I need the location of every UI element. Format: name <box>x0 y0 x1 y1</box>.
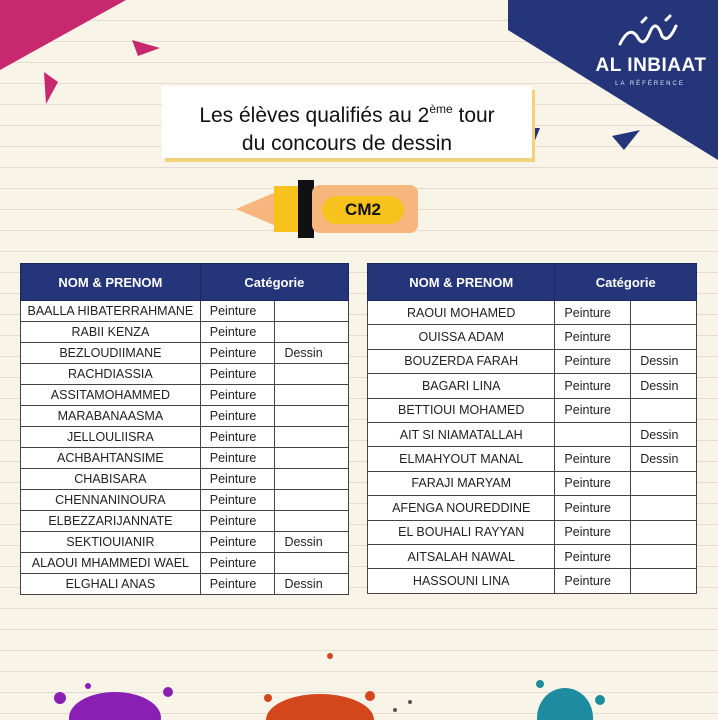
category-peinture-cell: Peinture <box>200 574 275 595</box>
student-name-cell: ALAOUI MHAMMEDI WAEL <box>21 553 201 574</box>
title-superscript: ème <box>429 102 453 116</box>
student-name-cell: BOUZERDA FARAH <box>368 349 555 373</box>
level-label: CM2 <box>345 200 381 219</box>
category-dessin-cell: Dessin <box>631 422 697 446</box>
category-peinture-cell: Peinture <box>200 385 275 406</box>
student-name-cell: CHABISARA <box>21 469 201 490</box>
category-dessin-cell <box>275 406 349 427</box>
category-peinture-cell: Peinture <box>200 427 275 448</box>
category-peinture-cell: Peinture <box>200 511 275 532</box>
category-peinture-cell: Peinture <box>555 349 631 373</box>
table-row <box>21 406 349 427</box>
category-peinture-cell: Peinture <box>200 364 275 385</box>
table-row <box>21 532 349 553</box>
student-name-cell: ELGHALI ANAS <box>21 574 201 595</box>
student-name-cell: RABII KENZA <box>21 322 201 343</box>
table-row <box>21 364 349 385</box>
category-peinture-cell: Peinture <box>200 448 275 469</box>
table-row <box>21 490 349 511</box>
title-line-1 <box>162 95 532 130</box>
category-peinture-cell: Peinture <box>200 322 275 343</box>
category-dessin-cell: Dessin <box>631 374 697 398</box>
arabic-logo-calligraphy-icon <box>616 14 688 50</box>
category-dessin-cell <box>275 385 349 406</box>
column-header-category: Catégorie <box>200 264 348 301</box>
category-dessin-cell <box>631 398 697 422</box>
table-row <box>21 427 349 448</box>
category-dessin-cell: Dessin <box>275 532 349 553</box>
student-name-cell: BEZLOUDIIMANE <box>21 343 201 364</box>
category-peinture-cell: Peinture <box>555 471 631 495</box>
column-header-category: Catégorie <box>555 264 697 301</box>
title-line-1-text: Les élèves qualifiés au 2 <box>199 104 430 127</box>
table-row <box>21 574 349 595</box>
table-row <box>21 469 349 490</box>
table-row <box>21 322 349 343</box>
category-dessin-cell <box>275 301 349 322</box>
student-name-cell: RACHDIASSIA <box>21 364 201 385</box>
table-header-row <box>21 264 349 301</box>
table-row <box>368 544 697 568</box>
category-dessin-cell <box>275 427 349 448</box>
table-row <box>368 349 697 373</box>
students-table-right <box>367 263 697 594</box>
category-peinture-cell: Peinture <box>555 301 631 325</box>
category-peinture-cell: Peinture <box>200 490 275 511</box>
category-dessin-cell <box>631 544 697 568</box>
students-table-left <box>20 263 349 595</box>
table-row <box>368 301 697 325</box>
category-dessin-cell: Dessin <box>275 343 349 364</box>
table-row <box>21 343 349 364</box>
category-dessin-cell <box>275 448 349 469</box>
category-dessin-cell <box>631 569 697 593</box>
student-name-cell: EL BOUHALI RAYYAN <box>368 520 555 544</box>
category-peinture-cell: Peinture <box>555 374 631 398</box>
category-dessin-cell <box>275 469 349 490</box>
student-name-cell: AITSALAH NAWAL <box>368 544 555 568</box>
student-name-cell: SEKTIOUIANIR <box>21 532 201 553</box>
category-dessin-cell <box>631 325 697 349</box>
column-header-name: NOM & PRENOM <box>21 264 201 301</box>
category-dessin-cell: Dessin <box>631 349 697 373</box>
category-dessin-cell: Dessin <box>631 447 697 471</box>
category-peinture-cell: Peinture <box>555 398 631 422</box>
category-peinture-cell: Peinture <box>200 469 275 490</box>
student-name-cell: AIT SI NIAMATALLAH <box>368 422 555 446</box>
student-name-cell: BETTIOUI MOHAMED <box>368 398 555 422</box>
student-name-cell: ASSITAMOHAMMED <box>21 385 201 406</box>
category-peinture-cell: Peinture <box>555 496 631 520</box>
table-row <box>21 301 349 322</box>
column-header-name: NOM & PRENOM <box>368 264 555 301</box>
table-row <box>368 520 697 544</box>
student-name-cell: BAALLA HIBATERRAHMANE <box>21 301 201 322</box>
title-line-1-end: tour <box>452 104 495 127</box>
category-peinture-cell: Peinture <box>555 447 631 471</box>
table-row <box>21 385 349 406</box>
category-peinture-cell: Peinture <box>200 343 275 364</box>
table-row <box>368 496 697 520</box>
table-header-row <box>368 264 697 301</box>
student-name-cell: ACHBAHTANSIME <box>21 448 201 469</box>
category-peinture-cell: Peinture <box>200 553 275 574</box>
category-dessin-cell <box>275 511 349 532</box>
category-dessin-cell <box>631 520 697 544</box>
student-name-cell: BAGARI LINA <box>368 374 555 398</box>
category-peinture-cell <box>555 422 631 446</box>
student-name-cell: MARABANAASMA <box>21 406 201 427</box>
category-peinture-cell: Peinture <box>200 532 275 553</box>
student-name-cell: ELMAHYOUT MANAL <box>368 447 555 471</box>
paint-splash-decoration <box>0 640 718 720</box>
title-line-2: du concours de dessin <box>241 132 453 155</box>
table-row <box>368 422 697 446</box>
student-name-cell: HASSOUNI LINA <box>368 569 555 593</box>
student-name-cell: CHENNANINOURA <box>21 490 201 511</box>
table-row <box>21 448 349 469</box>
table-row <box>368 569 697 593</box>
category-peinture-cell: Peinture <box>200 301 275 322</box>
category-dessin-cell <box>631 301 697 325</box>
student-name-cell: AFENGA NOUREDDINE <box>368 496 555 520</box>
category-dessin-cell <box>275 553 349 574</box>
table-row <box>368 447 697 471</box>
category-dessin-cell <box>275 322 349 343</box>
category-dessin-cell <box>631 496 697 520</box>
category-dessin-cell <box>275 364 349 385</box>
table-row <box>368 471 697 495</box>
category-dessin-cell: Dessin <box>275 574 349 595</box>
logo-name: AL INBIAAT <box>595 55 707 76</box>
category-dessin-cell <box>275 490 349 511</box>
category-peinture-cell: Peinture <box>200 406 275 427</box>
table-row <box>368 325 697 349</box>
table-row <box>368 398 697 422</box>
student-name-cell: FARAJI MARYAM <box>368 471 555 495</box>
student-name-cell: RAOUI MOHAMED <box>368 301 555 325</box>
student-name-cell: OUISSA ADAM <box>368 325 555 349</box>
student-name-cell: JELLOULIISRA <box>21 427 201 448</box>
category-peinture-cell: Peinture <box>555 569 631 593</box>
page-title <box>162 86 532 158</box>
table-row <box>368 374 697 398</box>
student-name-cell: ELBEZZARIJANNATE <box>21 511 201 532</box>
logo-tagline: LA RÉFÉRENCE <box>615 81 685 87</box>
category-peinture-cell: Peinture <box>555 544 631 568</box>
category-dessin-cell <box>631 471 697 495</box>
table-body-left <box>21 301 349 595</box>
category-peinture-cell: Peinture <box>555 325 631 349</box>
category-peinture-cell: Peinture <box>555 520 631 544</box>
table-row <box>21 553 349 574</box>
table-body-right <box>368 301 697 594</box>
table-row <box>21 511 349 532</box>
